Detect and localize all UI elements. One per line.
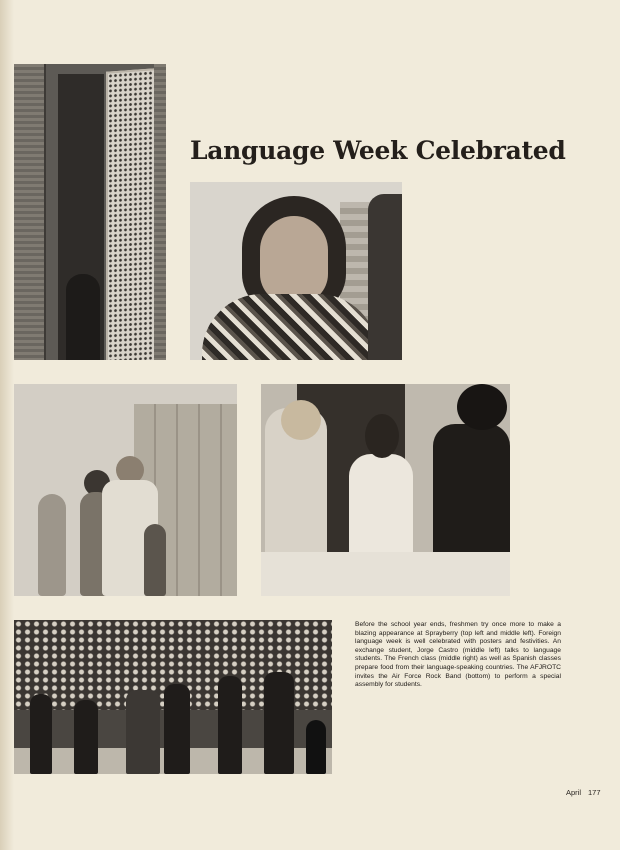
page-title: Language Week Celebrated: [190, 136, 566, 165]
patterned-shirt: [202, 294, 378, 360]
photo-portrait-student: [190, 182, 402, 360]
page-folio: [566, 788, 608, 797]
photo-outdoor-students: [14, 384, 237, 596]
band-member: [74, 700, 98, 774]
band-member: [218, 676, 242, 774]
grill: [144, 524, 166, 596]
student-center: [349, 454, 413, 564]
drum-kit: [126, 690, 160, 774]
photo-french-class-food: [261, 384, 510, 596]
speaker: [306, 720, 326, 774]
figure-head: [457, 384, 507, 430]
locker-column: [14, 64, 46, 360]
band-member: [30, 694, 52, 774]
figure-head: [281, 400, 321, 440]
food-counter: [261, 552, 510, 596]
band-member: [164, 684, 190, 774]
photo-lockers: [14, 64, 166, 360]
page-binding-shadow: [0, 0, 14, 850]
folio-month: April: [566, 788, 582, 797]
band-member: [264, 672, 294, 774]
face: [260, 216, 328, 304]
page-number: 177: [588, 788, 601, 797]
figure-head: [365, 414, 399, 458]
photo-air-force-rock-band: [14, 620, 332, 774]
photo-caption: Before the school year ends, freshmen try once more to make a blazing appearance at Sprayberry (top left and middle left). Foreign language week is well celebrated with posters and festivities. An exchange student, Jorge Castro (middle left) talks to language students. The French class (middle right) as well as Spanish classes prepare food from their language-speaking countries. The AFJROTC invites the Air Force Rock Band (bottom) to perform a special assembly for students.: [355, 621, 561, 689]
figure-in-locker: [66, 274, 100, 360]
locker-column: [154, 64, 166, 360]
side-figure: [368, 194, 402, 360]
locker-door: [106, 68, 156, 360]
figure: [38, 494, 66, 596]
